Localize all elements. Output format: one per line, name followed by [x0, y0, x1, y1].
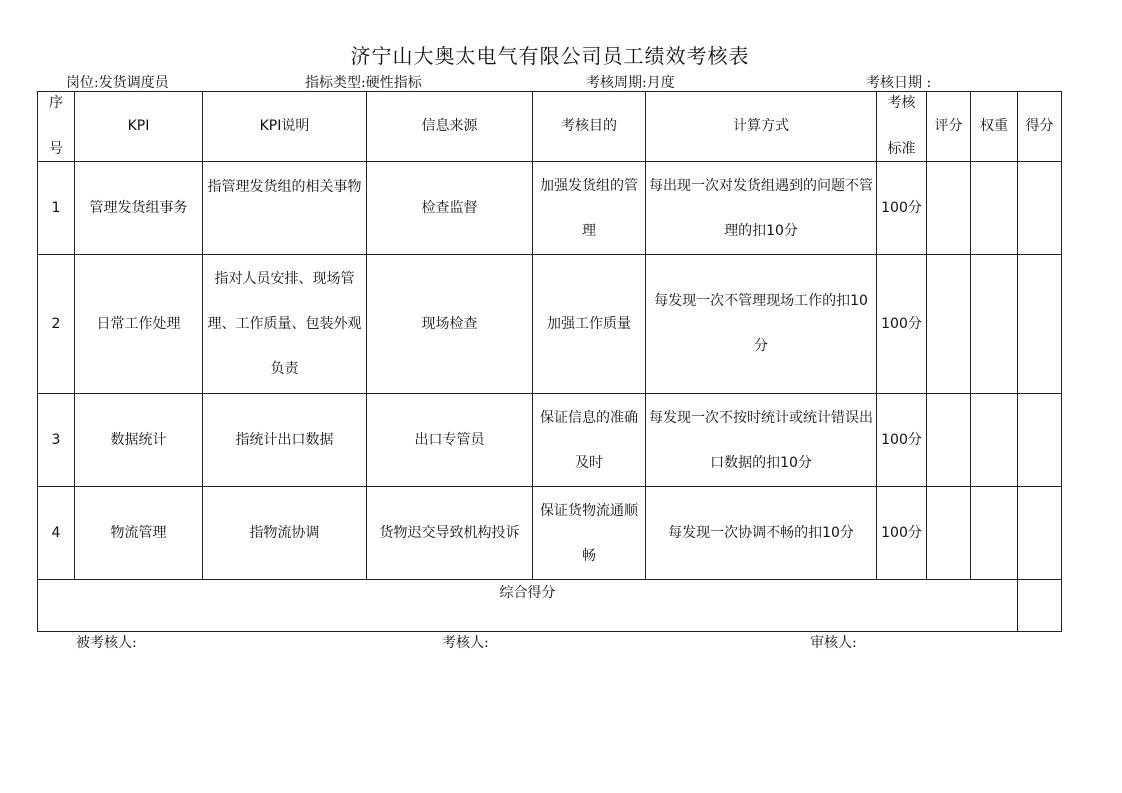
post-value: 发货调度员	[98, 75, 169, 91]
header-source: 信息来源	[367, 92, 533, 162]
row-purpose: 加强发货组的管理	[533, 162, 646, 255]
row-score[interactable]	[1018, 487, 1062, 580]
header-standard-gap	[880, 115, 923, 138]
row-seq: 2	[38, 255, 75, 394]
row-source: 货物迟交导致机构投诉	[367, 487, 533, 580]
row-weight[interactable]	[971, 394, 1018, 487]
row-method: 每发现一次不管理现场工作的扣10分	[646, 255, 877, 394]
date-label: 考核日期 :	[866, 75, 932, 91]
row-method: 每出现一次对发货组遇到的问题不管理的扣10分	[646, 162, 877, 255]
row-desc: 指物流协调	[203, 487, 367, 580]
row-seq: 3	[38, 394, 75, 487]
row-rating[interactable]	[927, 162, 971, 255]
period-value: 月度	[646, 75, 675, 91]
row-source: 检查监督	[367, 162, 533, 255]
header-standard-bottom: 标准	[887, 141, 916, 157]
total-score[interactable]	[1018, 580, 1062, 632]
row-kpi: 管理发货组事务	[75, 162, 203, 255]
row-seq: 4	[38, 487, 75, 580]
row-standard: 100分	[877, 394, 927, 487]
row-kpi: 日常工作处理	[75, 255, 203, 394]
row-score[interactable]	[1018, 255, 1062, 394]
type-value: 硬性指标	[365, 75, 422, 91]
row-rating[interactable]	[927, 255, 971, 394]
row-source: 现场检查	[367, 255, 533, 394]
meta-indicator-type	[305, 72, 422, 92]
post-label: 岗位:	[66, 75, 99, 91]
row-score[interactable]	[1018, 394, 1062, 487]
meta-period	[586, 72, 675, 92]
header-seq-gap	[41, 115, 71, 138]
reviewer-signature: 审核人:	[810, 635, 857, 651]
row-purpose: 保证货物流通顺畅	[533, 487, 646, 580]
page-title: 济宁山大奥太电气有限公司员工绩效考核表	[350, 44, 750, 68]
header-score: 得分	[1018, 92, 1062, 162]
row-weight[interactable]	[971, 162, 1018, 255]
table-row	[38, 487, 1062, 580]
row-kpi: 数据统计	[75, 394, 203, 487]
row-weight[interactable]	[971, 255, 1018, 394]
header-rating: 评分	[927, 92, 971, 162]
header-purpose: 考核目的	[533, 92, 646, 162]
meta-post	[66, 72, 169, 92]
table-row	[38, 394, 1062, 487]
row-source: 出口专管员	[367, 394, 533, 487]
assessor-signature: 考核人:	[442, 635, 489, 651]
header-seq-bottom: 号	[49, 141, 63, 157]
table-row	[38, 255, 1062, 394]
row-standard: 100分	[877, 162, 927, 255]
header-kpi: KPI	[75, 92, 203, 162]
period-label: 考核周期:	[586, 75, 647, 91]
header-weight: 权重	[971, 92, 1018, 162]
row-kpi: 物流管理	[75, 487, 203, 580]
header-standard-top: 考核	[887, 95, 916, 111]
row-method: 每发现一次协调不畅的扣10分	[646, 487, 877, 580]
header-seq-top: 序	[49, 95, 63, 111]
row-weight[interactable]	[971, 487, 1018, 580]
row-method: 每发现一次不按时统计或统计错误出口数据的扣10分	[646, 394, 877, 487]
table-row	[38, 162, 1062, 255]
total-label: 综合得分	[38, 580, 1018, 632]
row-purpose: 保证信息的准确及时	[533, 394, 646, 487]
row-desc: 指统计出口数据	[203, 394, 367, 487]
row-desc: 指对人员安排、现场管理、工作质量、包装外观负责	[203, 255, 367, 394]
row-standard: 100分	[877, 487, 927, 580]
type-label: 指标类型:	[305, 75, 366, 91]
row-seq: 1	[38, 162, 75, 255]
row-score[interactable]	[1018, 162, 1062, 255]
row-rating[interactable]	[927, 487, 971, 580]
kpi-table	[37, 91, 1062, 632]
row-desc: 指管理发货组的相关事物	[203, 162, 367, 255]
header-standard	[877, 92, 927, 162]
meta-date	[866, 72, 931, 92]
row-rating[interactable]	[927, 394, 971, 487]
header-kpi-desc: KPI说明	[203, 92, 367, 162]
header-row	[38, 92, 1062, 162]
header-method: 计算方式	[646, 92, 877, 162]
assessee-signature: 被考核人:	[76, 635, 137, 651]
row-standard: 100分	[877, 255, 927, 394]
total-row	[38, 580, 1062, 632]
row-purpose: 加强工作质量	[533, 255, 646, 394]
header-seq	[38, 92, 75, 162]
